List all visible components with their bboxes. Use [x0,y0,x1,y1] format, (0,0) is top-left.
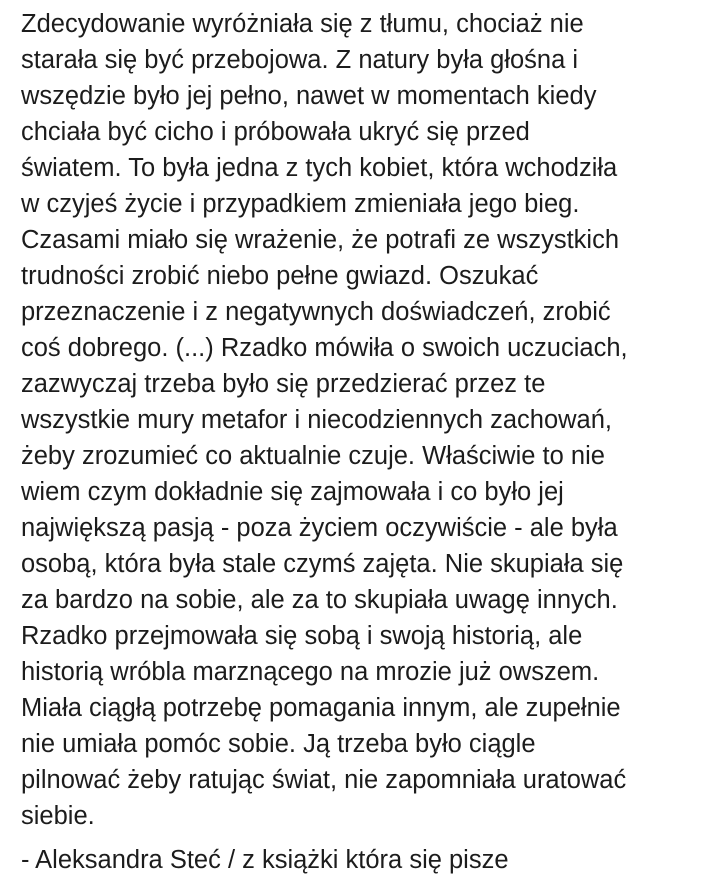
quote-attribution: - Aleksandra Steć / z książki która się pisze [21,846,509,874]
quote-line: przeznaczenie i z negatywnych doświadczeń, zrobić [21,298,611,326]
quote-line: Miała ciągłą potrzebę pomagania innym, ale zupełnie [21,694,621,722]
quote-line: coś dobrego. (...) Rzadko mówiła o swoich uczuciach, [21,334,628,362]
quote-line: osobą, która była stale czymś zajęta. Nie skupiała się [21,550,624,578]
quote-line: starała się być przebojowa. Z natury była głośna i [21,46,579,74]
quote-line: pilnować żeby ratując świat, nie zapomniała uratować [21,766,627,794]
quote-line: największą pasją - poza życiem oczywiście - ale była [21,514,618,542]
quote-line: za bardzo na sobie, ale za to skupiała uwagę innych. [21,586,618,614]
quote-text [21,6,711,834]
quote-post [21,6,711,878]
quote-line: wiem czym dokładnie się zajmowała i co było jej [21,478,564,506]
quote-line: trudności zrobić niebo pełne gwiazd. Oszukać [21,262,539,290]
quote-line: Rzadko przejmowała się sobą i swoją historią, ale [21,622,583,650]
quote-line: historią wróbla marznącego na mrozie już owszem. [21,658,600,686]
quote-line: wszystkie mury metafor i niecodziennych zachowań, [21,406,612,434]
quote-line: wszędzie było jej pełno, nawet w momentach kiedy [21,82,597,110]
quote-line: światem. To była jedna z tych kobiet, która wchodziła [21,154,618,182]
quote-line: Zdecydowanie wyróżniała się z tłumu, chociaż nie [21,10,584,38]
quote-line: chciała być cicho i próbowała ukryć się przed [21,118,530,146]
quote-line: zazwyczaj trzeba było się przedzierać przez te [21,370,546,398]
quote-line: siebie. [21,802,95,830]
quote-line: w czyjeś życie i przypadkiem zmieniała jego bieg. [21,190,580,218]
quote-line: nie umiała pomóc sobie. Ją trzeba było ciągle [21,730,536,758]
quote-line: żeby zrozumieć co aktualnie czuje. Właściwie to nie [21,442,605,470]
quote-line: Czasami miało się wrażenie, że potrafi ze wszystkich [21,226,620,254]
